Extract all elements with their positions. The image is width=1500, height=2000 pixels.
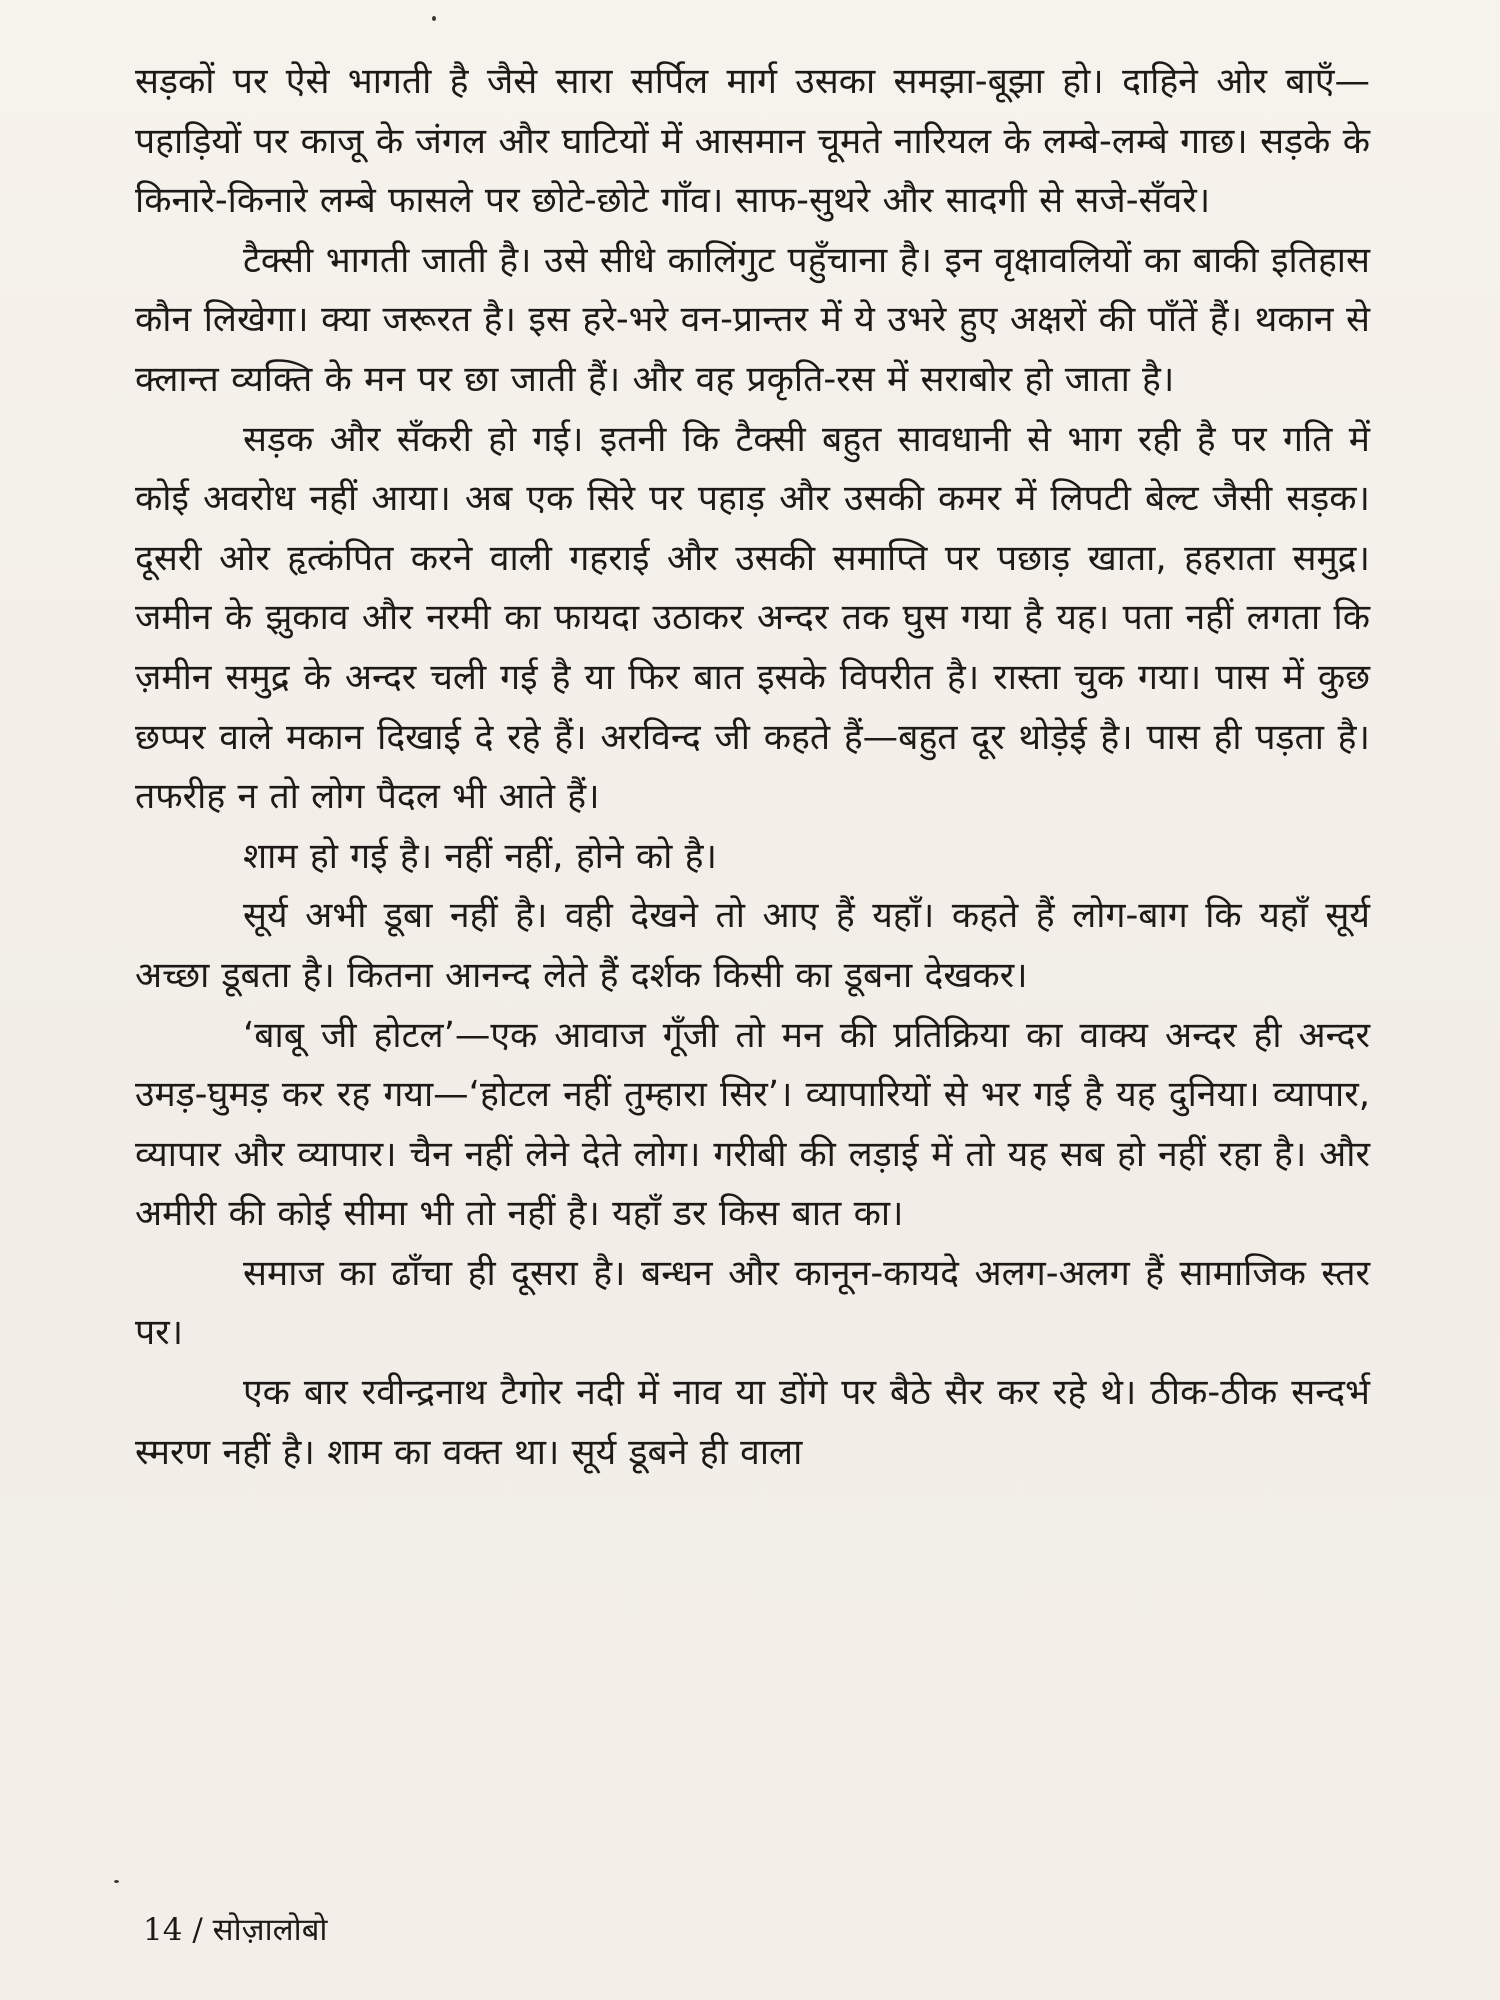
paragraph: एक बार रवीन्द्रनाथ टैगोर नदी में नाव या डोंगे पर बैठे सैर कर रहे थे। ठीक-ठीक सन्दर्भ स्मरण नहीं है। शाम का वक्त था। सूर्य डूबने ही वाला — [135, 1372, 1370, 1473]
ink-speck — [114, 1880, 119, 1883]
paragraph: शाम हो गई है। नहीं नहीं, होने को है। — [243, 835, 717, 877]
page-number: 14 — [143, 1912, 183, 1948]
paragraph: सड़कों पर ऐसे भागती है जैसे सारा सर्पिल मार्ग उसका समझा-बूझा हो। दाहिने ओर बाएँ—पहाड़ियों पर काजू के जंगल और घाटियों में आसमान चूमते नारियल के लम्बे-लम्बे गाछ। सड़के के किनारे-किनारे लम्बे फासले पर छोटे-छोटे गाँव। साफ-सुथरे और सादगी से सजे-सँवरे। — [135, 61, 1370, 222]
footer-separator: / — [192, 1912, 203, 1948]
ink-speck — [432, 16, 436, 21]
paragraph: समाज का ढाँचा ही दूसरा है। बन्धन और कानून-कायदे अलग-अलग हैं सामाजिक स्तर पर। — [135, 1252, 1370, 1354]
book-title: सोज़ालोबो — [212, 1912, 328, 1948]
paragraph: ‘बाबू जी होटल’—एक आवाज गूँजी तो मन की प्रतिक्रिया का वाक्य अन्दर ही अन्दर उमड़-घुमड़ कर रह गया—‘होटल नहीं तुम्हारा सिर’। व्यापारियों से भर गई है यह दुनिया। व्यापार, व्यापार और व्यापार। चैन नहीं लेने देते लोग। गरीबी की लड़ाई में तो यह सब हो नहीं रहा है। और अमीरी की कोई सीमा भी तो नहीं है। यहाँ डर किस बात का। — [135, 1014, 1370, 1235]
paragraph: सड़क और सँकरी हो गई। इतनी कि टैक्सी बहुत सावधानी से भाग रही है पर गति में कोई अवरोध नहीं आया। अब एक सिरे पर पहाड़ और उसकी कमर में लिपटी बेल्ट जैसी सड़क। दूसरी ओर हृत्कंपित करने वाली गहराई और उसकी समाप्ति पर पछाड़ खाता, हहराता समुद्र। जमीन के झुकाव और नरमी का फायदा उठाकर अन्दर तक घुस गया है यह। पता नहीं लगता कि ज़मीन समुद्र के अन्दर चली गई है या फिर बात इसके विपरीत है। रास्ता चुक गया। पास में कुछ छप्पर वाले मकान दिखाई दे रहे हैं। अरविन्द जी कहते हैं—बहुत दूर थोड़ेई है। पास ही पड़ता है। तफरीह न तो लोग पैदल भी आते हैं। — [135, 418, 1370, 818]
body-text — [135, 52, 1370, 1482]
page-footer — [143, 1908, 327, 1950]
paragraph: टैक्सी भागती जाती है। उसे सीधे कालिंगुट पहुँचाना है। इन वृक्षावलियों का बाकी इतिहास कौन लिखेगा। क्या जरूरत है। इस हरे-भरे वन-प्रान्तर में ये उभरे हुए अक्षरों की पाँतें हैं। थकान से क्लान्त व्यक्ति के मन पर छा जाती हैं। और वह प्रकृति-रस में सराबोर हो जाता है। — [135, 239, 1370, 400]
paragraph: सूर्य अभी डूबा नहीं है। वही देखने तो आए हैं यहाँ। कहते हैं लोग-बाग कि यहाँ सूर्य अच्छा डूबता है। कितना आनन्द लेते हैं दर्शक किसी का डूबना देखकर। — [135, 895, 1370, 996]
